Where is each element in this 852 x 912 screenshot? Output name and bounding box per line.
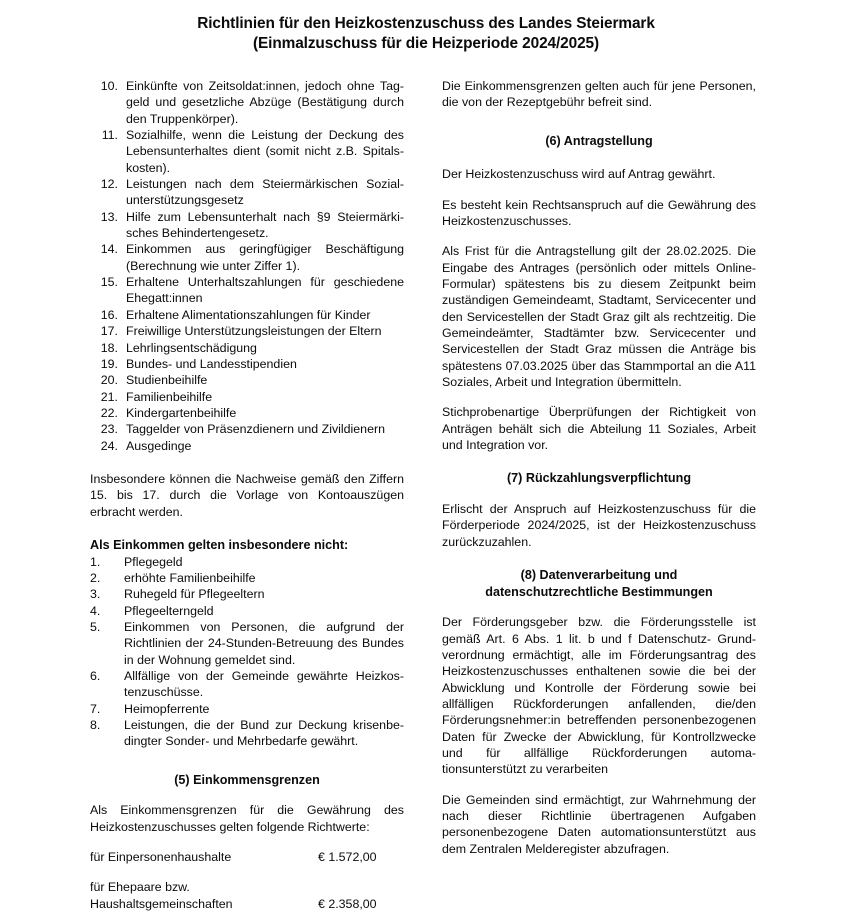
spacer [442,453,756,470]
list-item-number: 20. [100,373,118,388]
list-item [90,78,404,127]
section-6-paragraph-4: Stichprobenartige Überprüfungen der Richtigkeit von Anträgen behält sich die Abteilung 11 Soziales, Arbeit und Integration vor. [442,405,756,453]
list-item [90,405,404,421]
section-8-heading-line-1: (8) Datenverarbeitung und [520,568,678,583]
list-item [90,717,404,750]
list-item-text: Studienbeihilfe [126,373,208,388]
list-item-text: Pflegeelterngeld [124,603,214,618]
spacer [90,750,404,772]
section-5-heading: (5) Einkommensgrenzen [174,772,320,787]
income-limit-label [90,879,308,912]
list-item-text: Einkünfte von Zeitsoldat:innen, jedoch ohne Taggeld und gesetzliche Abzüge (Bestätigung durch den Truppenkörper). [126,79,404,126]
list-item [90,701,404,717]
list-item-number: 4. [90,603,101,618]
list-item-number: 24. [100,438,118,453]
income-limit-label-line-1: für Ehepaare bzw. [90,880,190,895]
income-limit-row [90,879,404,912]
list-item-text: Hilfe zum Lebensunterhalt nach §9 Steiermärkisches Behindertengesetz. [126,209,404,241]
income-limit-row [90,849,404,865]
section-6-paragraph-3: Als Frist für die Antragstellung gilt der 28.02.2025. Die Eingabe des Antrages (persönlich oder mittels Online-Formular) spätestens bis zu diesem Zeitpunkt beim zuständigen Gemeindeamt, Stadtamt, Servicecenter und den Servicestellen der Stadt Graz gilt als rechtzeitig. Die Gemeindeämter, Stadtämter bzw. Servicecenter und Servicestellen der Stadt Graz müssen die Anträge bis spätestens 07.03.2025 über das Stammportal an die A11 Soziales, Arbeit und Integration übermitteln. [442,244,756,390]
list-item [90,340,404,356]
spacer [442,229,756,243]
section-8-heading [442,567,756,600]
list-item [90,176,404,209]
list-item-number: 23. [100,422,118,437]
list-item-text: Freiwillige Unterstützungsleistungen der Eltern [126,324,382,339]
section-6-paragraph-2: Es besteht kein Rechtsanspruch auf die Gewährung des Heizkostenzuschusses. [442,197,756,228]
list-item-number: 13. [100,209,118,224]
list-item-text: Ausgedinge [126,438,192,453]
list-item-number: 6. [90,668,101,683]
page-title-line-1: Richtlinien für den Heizkostenzuschuss des Landes Steiermark [197,15,655,32]
page-title-line-2: (Einmalzuschuss für die Heizperiode 2024/2025) [252,35,600,52]
list-item-number: 3. [90,587,101,602]
list-item-text: Leistungen nach dem Steiermärkischen Sozialunterstützungsgesetz [126,177,404,208]
income-limit-amount: € 1.572,00 [318,849,377,864]
list-item [90,668,404,701]
spacer [442,183,756,197]
list-item-number: 14. [100,242,118,257]
list-item-number: 12. [100,177,118,192]
list-item-text: Taggelder von Präsenzdienern und Zivildienern [126,422,385,437]
list-item-text: Heimopferrente [124,701,210,716]
spacer [442,550,756,567]
list-item [90,554,404,570]
list-item-text: Ruhegeld für Pflegeeltern [124,587,265,602]
list-item [90,307,404,323]
left-column [90,78,404,912]
not-income-heading: Als Einkommen gelten insbesondere nicht: [90,537,349,552]
list-item-text: Einkommen von Personen, die aufgrund der Richtlinien der 24-Stunden-Betreuung des Bundes in der Wohnung gemeldet sind. [124,619,404,667]
list-item [90,274,404,307]
section-7-heading: (7) Rückzahlungsverpflichtung [506,471,692,486]
list-item [90,421,404,437]
list-item-number: 19. [100,356,118,371]
income-limit-label-line-2: Haushaltsgemeinschaften [90,896,233,911]
list-item-number: 1. [90,554,101,569]
list-item [90,619,404,668]
section-8-paragraph-1: Der Förderungsgeber bzw. die Förderungsstelle ist gemäß Art. 6 Abs. 1 lit. b und f Datenschutz- Grundverordnung ermächtigt, alle im Förderungsantrag des Heizkostenzuschusses enthaltenen sowie die bei der Abwicklung und Kontrolle der Förderung sowie bei allfälligen Rückforderungen anfallenden, die/den Förderungsnehmer:in betreffenden personenbezogenen Daten für Zwecke der Abwicklung, für Kontrollzwecke und für allfällige Rückforderungen automationsunterstützt zu verarbeiten [442,615,756,777]
list-item-number: 18. [100,340,118,355]
list-item-number: 8. [90,717,101,732]
spacer [90,520,404,537]
list-item [90,570,404,586]
spacer [90,835,404,849]
spacer [442,111,756,133]
list-item [90,438,404,454]
list-item-text: Pflegegeld [124,554,183,569]
income-limit-label-line-1: für Einpersonenhaushalte [90,849,232,864]
list-item-text: Bundes- und Landesstipendien [126,356,297,371]
list-item-text: Sozialhilfe, wenn die Leistung der Deckung des Lebensunterhaltes dient (somit nicht z.B. Spitalskosten). [126,128,404,175]
list-item-number: 15. [100,275,118,290]
income-items-list [90,78,404,454]
list-item-text: Erhaltene Alimentationszahlungen für Kinder [126,307,371,322]
list-item-text: Erhaltene Unterhaltszahlungen für geschiedene Ehegatt:innen [126,275,404,306]
list-item-text: Allfällige von der Gemeinde gewährte Heizkostenzuschüsse. [124,668,404,700]
spacer [442,487,756,501]
spacer [442,149,756,166]
list-item-number: 10. [100,79,118,93]
list-item-number: 7. [90,701,101,716]
section-6-paragraph-1: Der Heizkostenzuschuss wird auf Antrag gewährt. [442,167,716,182]
list-item [90,372,404,388]
spacer [442,600,756,614]
list-item [90,209,404,242]
not-income-items-list [90,554,404,750]
section-6-heading: (6) Antragstellung [545,133,653,148]
income-limit-amount: € 2.358,00 [318,896,377,911]
list-item [90,241,404,274]
list-item-number: 16. [100,307,118,322]
list-item-text: Lehrlingsentschädigung [126,340,257,355]
list-item-text: Familienbeihilfe [126,389,213,404]
list-item-number: 11. [101,128,118,143]
list-item-number: 2. [90,570,101,585]
list-item [90,603,404,619]
section-8-heading-line-2: datenschutzrechtliche Bestimmungen [485,584,713,599]
list-item-text: Kindergartenbeihilfe [126,405,237,420]
list-item [90,127,404,176]
two-column-body [0,78,852,912]
spacer [442,778,756,792]
list-item-text: erhöhte Familienbeihilfe [124,570,256,585]
section-7-paragraph-1: Erlischt der Anspruch auf Heizkostenzuschuss für die Förderperiode 2024/2025, ist der Heizkostenzuschuss zurückzuzahlen. [442,502,756,549]
list-item [90,323,404,339]
section-8-paragraph-2: Die Gemeinden sind ermächtigt, zur Wahrnehmung der nach dieser Richtlinie übertragenen Aufgaben personenbezogene Daten automationsunterstützt aus dem Zentralen Melderegister abzufragen. [442,792,756,856]
list-item-text: Leistungen, die der Bund zur Deckung krisenbedingter Sonder- und Mehrbedarfe gewährt. [124,717,404,749]
list-item-number: 22. [100,405,118,420]
right-column [442,78,756,912]
section-5-intro: Als Einkommensgrenzen für die Gewährung des Heizkostenzuschusses gelten folgende Richtwerte: [90,803,404,834]
list-item-text: Einkommen aus geringfügiger Beschäftigung (Berechnung wie unter Ziffer 1). [126,242,404,273]
list-item [90,389,404,405]
spacer [90,865,404,879]
spacer [90,788,404,802]
list-item-number: 5. [90,619,101,634]
page-title [50,0,802,54]
income-limit-rows [90,849,404,912]
list-item-number: 21. [100,389,118,404]
list-item-number: 17. [100,324,118,339]
list-item [90,356,404,372]
spacer [90,454,404,471]
list-item [90,586,404,602]
spacer [442,390,756,404]
income-limit-note-paragraph: Die Einkommensgrenzen gelten auch für jene Personen, die von der Rezeptgebühr befreit sind. [442,79,756,110]
income-limit-label [90,849,308,865]
proof-note-paragraph: Insbesondere können die Nachweise gemäß den Ziffern 15. bis 17. durch die Vorlage von Kontoauszügen erbracht werden. [90,471,404,519]
